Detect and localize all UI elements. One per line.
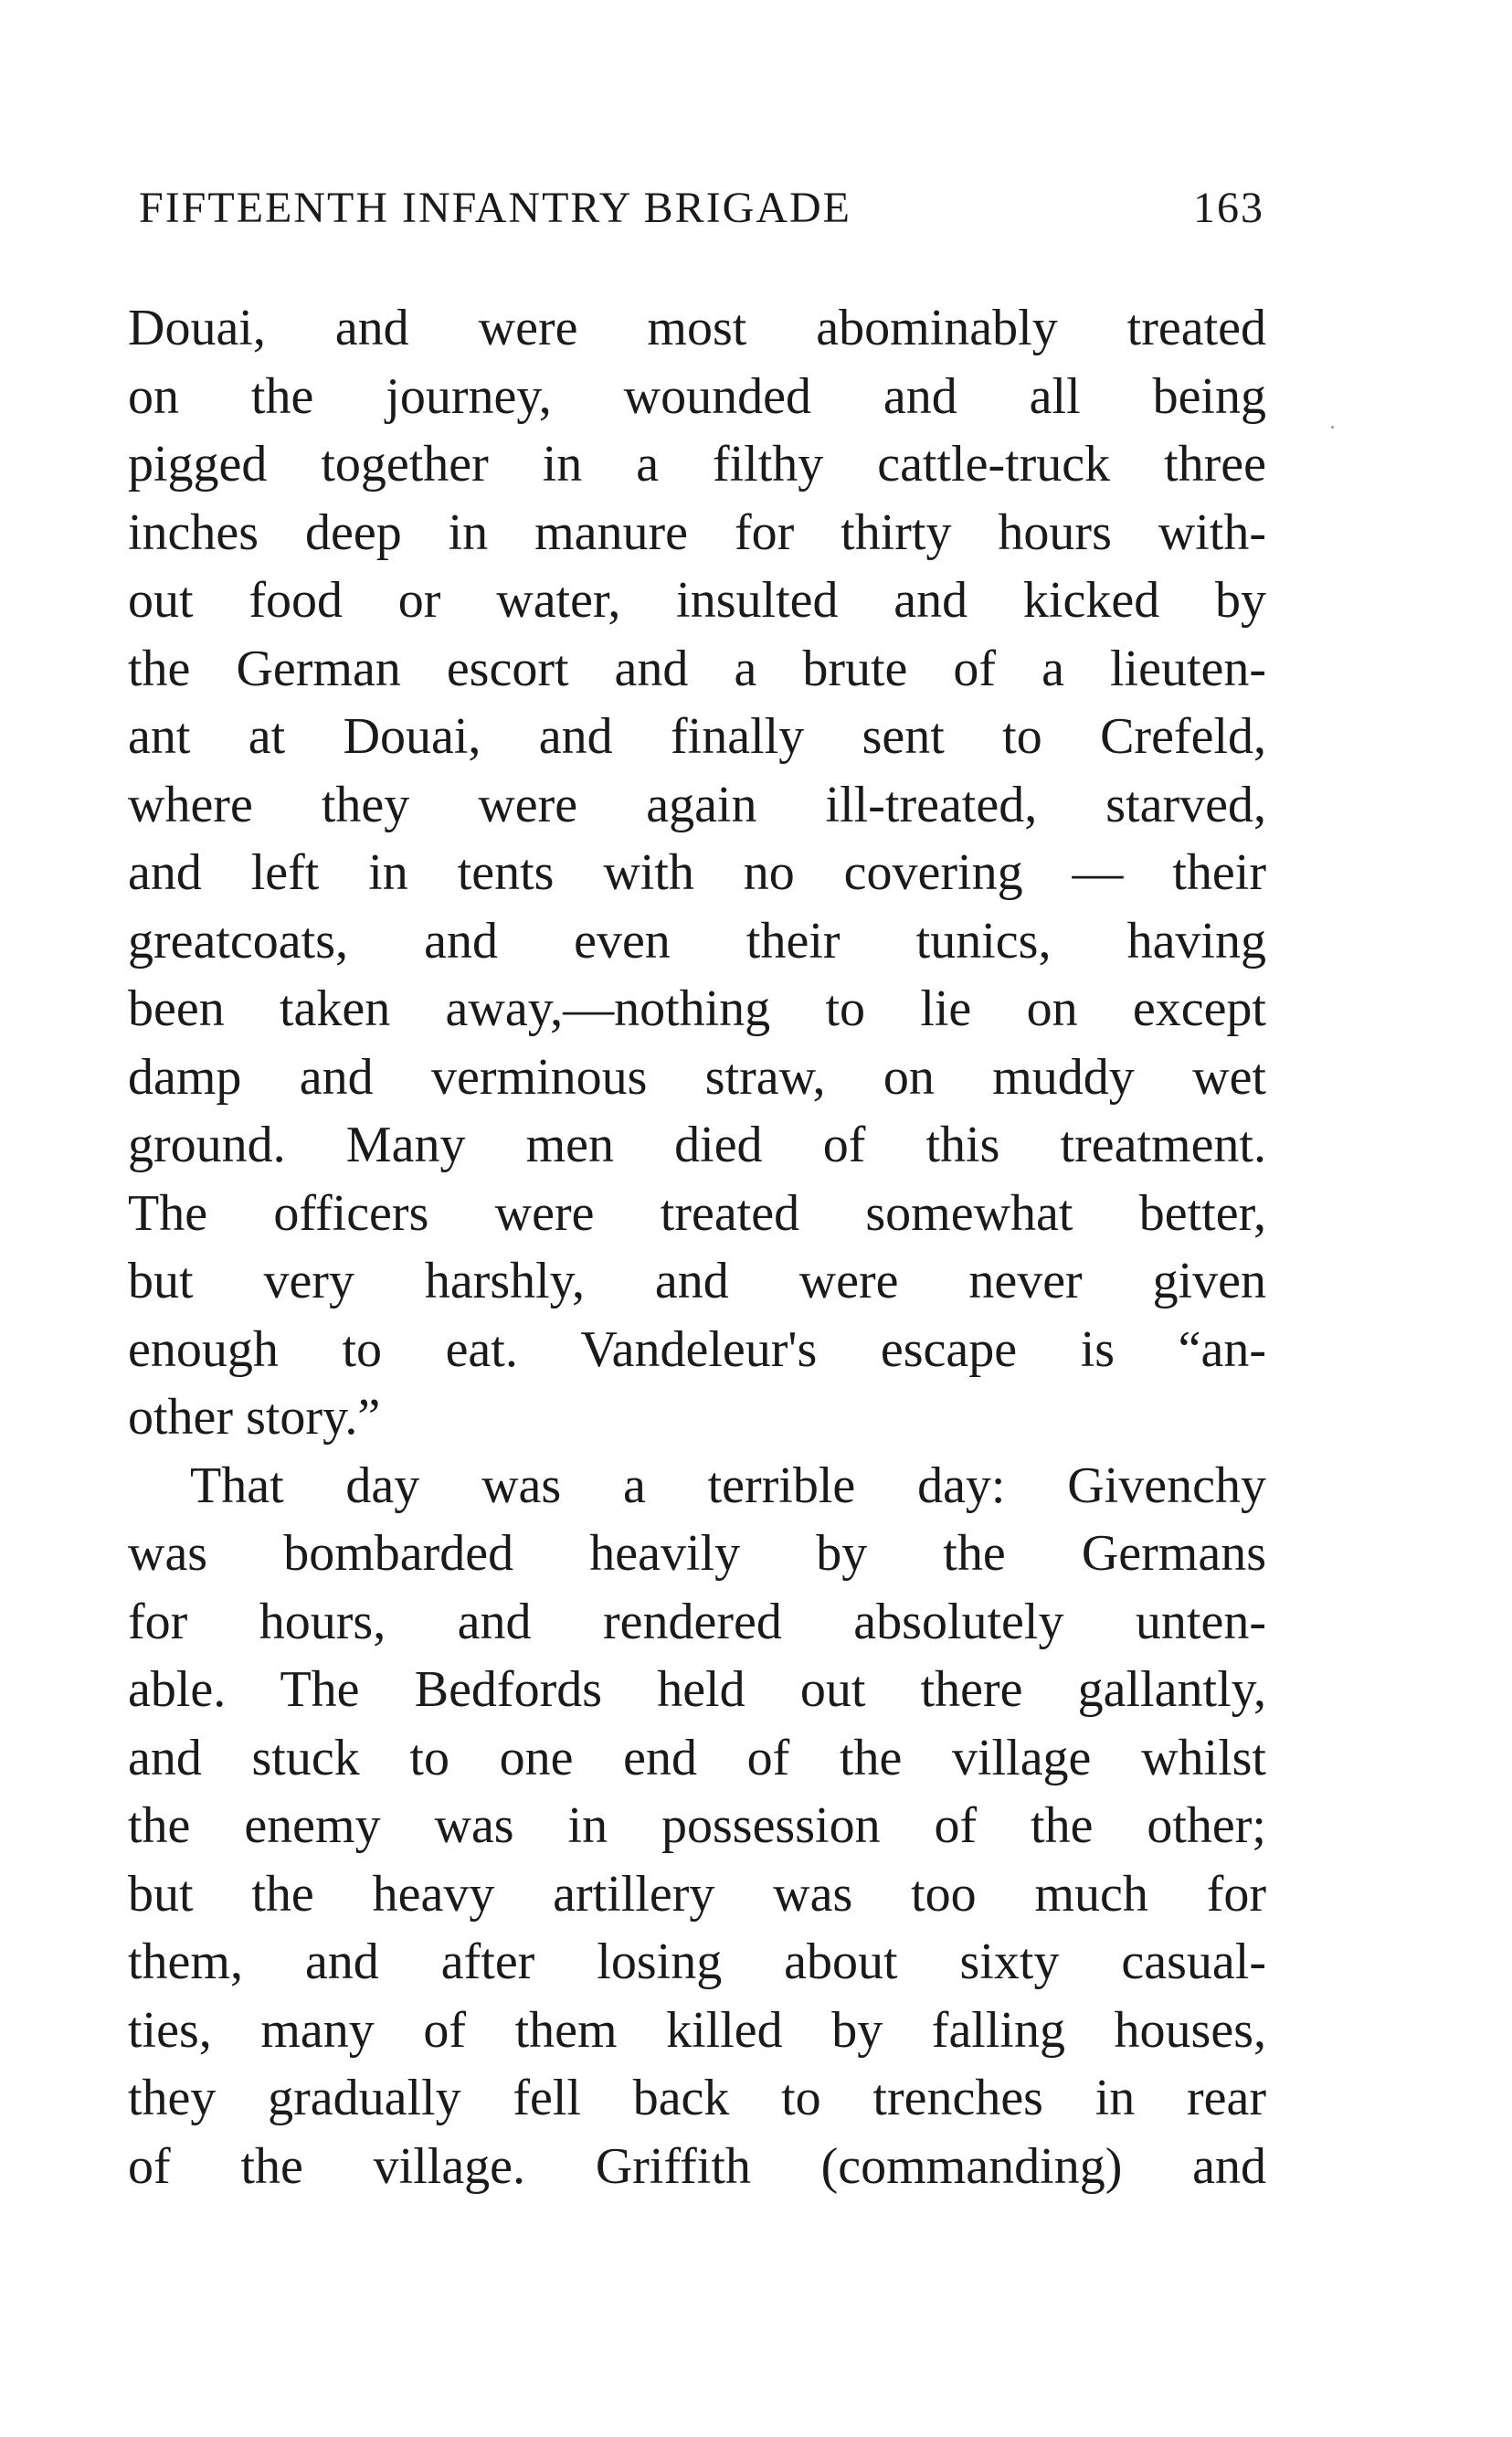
text-line: and stuck to one end of the village whilst bbox=[128, 1729, 1266, 1786]
text-line: Douai, and were most abominably treated bbox=[128, 300, 1266, 356]
text-line: out food or water, insulted and kicked by bbox=[128, 572, 1266, 629]
text-line: but the heavy artillery was too much for bbox=[128, 1865, 1266, 1923]
body-text bbox=[128, 294, 1266, 2200]
text-line: The officers were treated somewhat better, bbox=[128, 1184, 1266, 1242]
text-line: but very harshly, and were never given bbox=[128, 1253, 1266, 1309]
text-line: damp and verminous straw, on muddy wet bbox=[128, 1048, 1266, 1106]
running-title: FIFTEENTH INFANTRY BRIGADE bbox=[139, 184, 851, 232]
text-line: pigged together in a filthy cattle-truck three bbox=[128, 436, 1266, 493]
scan-speck bbox=[1331, 426, 1334, 429]
paragraph-first-line: That day was a terrible day: Givenchy bbox=[190, 1457, 1266, 1514]
text-line: of the village. Griffith (commanding) and bbox=[128, 2137, 1266, 2195]
text-line: enough to eat. Vandeleur's escape is “an- bbox=[128, 1320, 1266, 1378]
paragraph-end-line: other story.” bbox=[128, 1389, 381, 1446]
text-line: inches deep in manure for thirty hours with- bbox=[128, 503, 1266, 561]
text-line: ground. Many men died of this treatment. bbox=[128, 1117, 1266, 1173]
text-line: where they were again ill-treated, starved, bbox=[128, 776, 1266, 833]
text-line: able. The Bedfords held out there gallantly, bbox=[128, 1661, 1266, 1718]
text-line: and left in tents with no covering — their bbox=[128, 844, 1266, 901]
text-line: greatcoats, and even their tunics, having bbox=[128, 912, 1266, 970]
text-line: ties, many of them killed by falling houses, bbox=[128, 2001, 1266, 2059]
text-line: been taken away,—nothing to lie on except bbox=[128, 980, 1266, 1037]
text-line: ant at Douai, and finally sent to Crefeld, bbox=[128, 708, 1266, 765]
text-line: for hours, and rendered absolutely unten- bbox=[128, 1593, 1266, 1650]
running-header bbox=[139, 181, 1264, 236]
page-number: 163 bbox=[1193, 184, 1264, 232]
text-line: the German escort and a brute of a lieuten- bbox=[128, 640, 1266, 697]
text-line: was bombarded heavily by the Germans bbox=[128, 1525, 1266, 1582]
text-line: the enemy was in possession of the other; bbox=[128, 1797, 1266, 1854]
text-line: on the journey, wounded and all being bbox=[128, 367, 1266, 425]
text-line: them, and after losing about sixty casual- bbox=[128, 1934, 1266, 1990]
text-line: they gradually fell back to trenches in rear bbox=[128, 2070, 1266, 2126]
